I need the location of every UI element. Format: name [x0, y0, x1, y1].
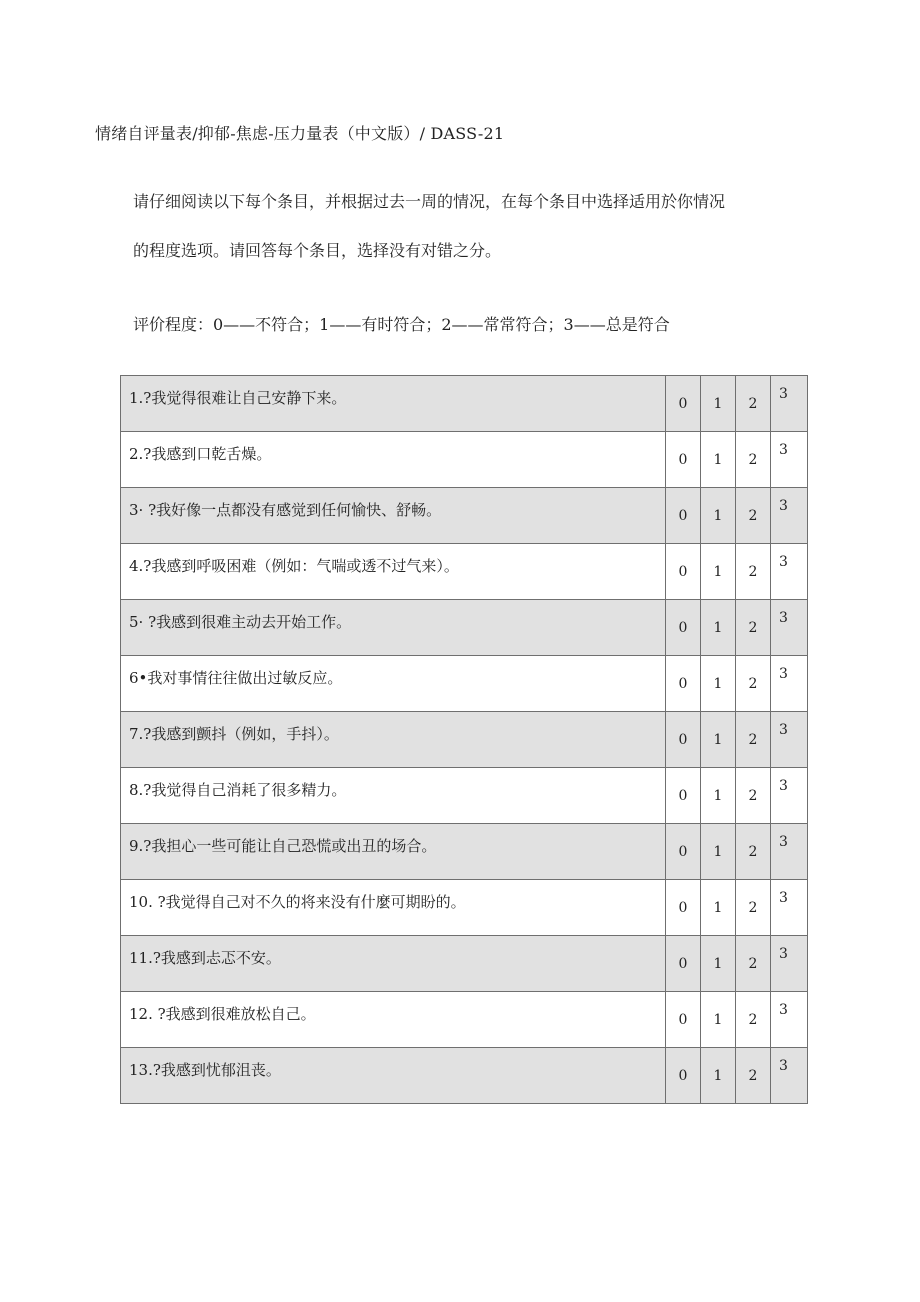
- document-title: 情绪自评量表/抑郁-焦虑-压力量表（中文版）/ DASS-21: [95, 124, 505, 143]
- option-3[interactable]: 3: [771, 544, 808, 600]
- question-row: [121, 376, 808, 432]
- questionnaire-table: [120, 375, 808, 1104]
- option-1[interactable]: 1: [701, 432, 736, 488]
- question-row: [121, 600, 808, 656]
- option-2[interactable]: 2: [736, 712, 771, 768]
- option-2[interactable]: 2: [736, 880, 771, 936]
- option-0[interactable]: 0: [666, 824, 701, 880]
- option-2[interactable]: 2: [736, 376, 771, 432]
- option-2[interactable]: 2: [736, 1048, 771, 1104]
- option-3[interactable]: 3: [771, 880, 808, 936]
- option-1[interactable]: 1: [701, 1048, 736, 1104]
- option-3[interactable]: 3: [771, 376, 808, 432]
- option-1[interactable]: 1: [701, 600, 736, 656]
- option-0[interactable]: 0: [666, 712, 701, 768]
- option-0[interactable]: 0: [666, 544, 701, 600]
- option-2[interactable]: 2: [736, 936, 771, 992]
- option-0[interactable]: 0: [666, 376, 701, 432]
- option-3[interactable]: 3: [771, 992, 808, 1048]
- option-1[interactable]: 1: [701, 712, 736, 768]
- question-text: 12. ?我感到很难放松自己。: [121, 992, 666, 1048]
- option-0[interactable]: 0: [666, 488, 701, 544]
- question-text: 5· ?我感到很难主动去开始工作。: [121, 600, 666, 656]
- option-0[interactable]: 0: [666, 992, 701, 1048]
- option-2[interactable]: 2: [736, 656, 771, 712]
- question-text: 9.?我担心一些可能让自己恐慌或出丑的场合。: [121, 824, 666, 880]
- question-text: 3· ?我好像一点都没有感觉到任何愉快、舒畅。: [121, 488, 666, 544]
- option-0[interactable]: 0: [666, 768, 701, 824]
- rating-scale-legend: 评价程度：0——不符合；1——有时符合；2——常常符合；3——总是符合: [133, 315, 670, 334]
- instructions-line-1: 请仔细阅读以下每个条目，并根据过去一周的情况，在每个条目中选择适用於你情况: [133, 192, 726, 211]
- option-2[interactable]: 2: [736, 824, 771, 880]
- option-1[interactable]: 1: [701, 880, 736, 936]
- option-1[interactable]: 1: [701, 656, 736, 712]
- question-row: [121, 936, 808, 992]
- question-row: [121, 432, 808, 488]
- option-3[interactable]: 3: [771, 1048, 808, 1104]
- question-text: 11.?我感到忐忑不安。: [121, 936, 666, 992]
- instructions-line-2: 的程度选项。请回答每个条目，选择没有对错之分。: [133, 241, 502, 260]
- option-2[interactable]: 2: [736, 544, 771, 600]
- option-2[interactable]: 2: [736, 488, 771, 544]
- question-row: [121, 880, 808, 936]
- question-row: [121, 1048, 808, 1104]
- question-text: 8.?我觉得自己消耗了很多精力。: [121, 768, 666, 824]
- option-0[interactable]: 0: [666, 600, 701, 656]
- option-3[interactable]: 3: [771, 600, 808, 656]
- option-0[interactable]: 0: [666, 880, 701, 936]
- question-text: 2.?我感到口乾舌燥。: [121, 432, 666, 488]
- option-3[interactable]: 3: [771, 432, 808, 488]
- question-text: 10. ?我觉得自己对不久的将来没有什麼可期盼的。: [121, 880, 666, 936]
- question-row: [121, 768, 808, 824]
- question-row: [121, 992, 808, 1048]
- option-1[interactable]: 1: [701, 936, 736, 992]
- question-text: 6•我对事情往往做出过敏反应。: [121, 656, 666, 712]
- option-3[interactable]: 3: [771, 936, 808, 992]
- option-2[interactable]: 2: [736, 600, 771, 656]
- question-row: [121, 656, 808, 712]
- question-row: [121, 544, 808, 600]
- option-0[interactable]: 0: [666, 936, 701, 992]
- option-1[interactable]: 1: [701, 768, 736, 824]
- question-row: [121, 488, 808, 544]
- option-3[interactable]: 3: [771, 712, 808, 768]
- question-text: 7.?我感到颤抖（例如，手抖）。: [121, 712, 666, 768]
- option-2[interactable]: 2: [736, 432, 771, 488]
- option-3[interactable]: 3: [771, 824, 808, 880]
- question-row: [121, 824, 808, 880]
- option-0[interactable]: 0: [666, 1048, 701, 1104]
- question-row: [121, 712, 808, 768]
- option-0[interactable]: 0: [666, 432, 701, 488]
- option-1[interactable]: 1: [701, 824, 736, 880]
- option-0[interactable]: 0: [666, 656, 701, 712]
- option-1[interactable]: 1: [701, 992, 736, 1048]
- option-2[interactable]: 2: [736, 992, 771, 1048]
- option-1[interactable]: 1: [701, 376, 736, 432]
- option-1[interactable]: 1: [701, 488, 736, 544]
- option-3[interactable]: 3: [771, 488, 808, 544]
- option-1[interactable]: 1: [701, 544, 736, 600]
- option-2[interactable]: 2: [736, 768, 771, 824]
- question-text: 13.?我感到忧郁沮丧。: [121, 1048, 666, 1104]
- question-text: 1.?我觉得很难让自己安静下来。: [121, 376, 666, 432]
- option-3[interactable]: 3: [771, 656, 808, 712]
- question-text: 4.?我感到呼吸困难（例如：气喘或透不过气来）。: [121, 544, 666, 600]
- option-3[interactable]: 3: [771, 768, 808, 824]
